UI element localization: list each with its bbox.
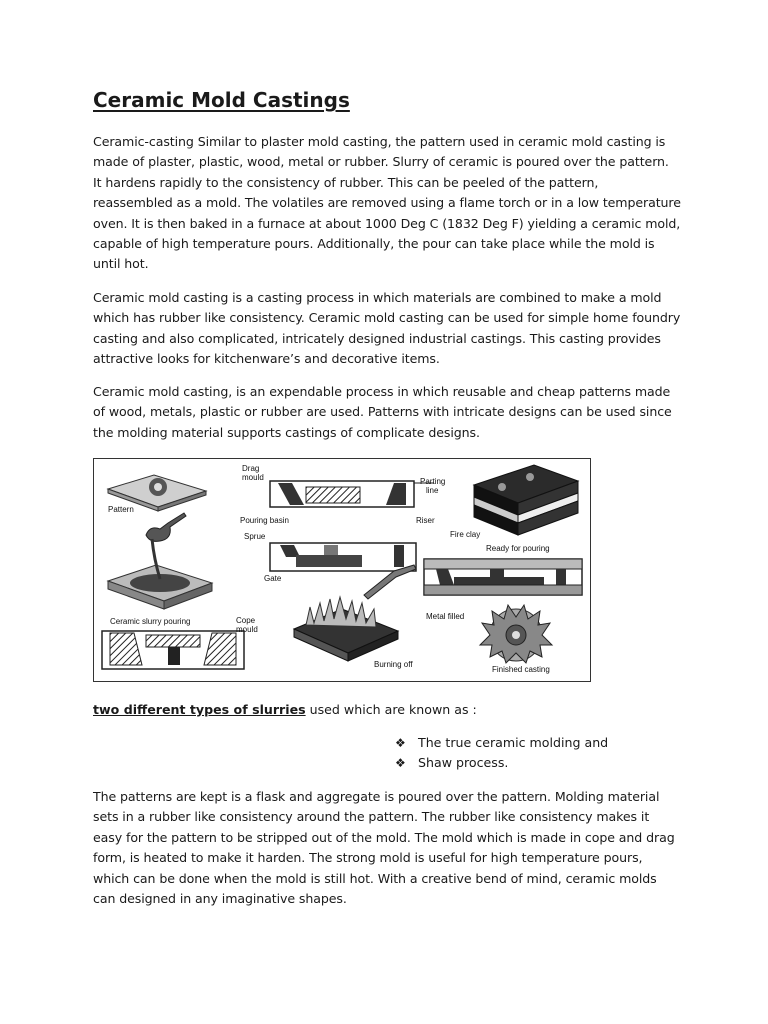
list-item xyxy=(395,733,608,753)
paragraph-expendable: Ceramic mold casting, is an expendable process in which reusable and cheap patterns made of wood, metals, plastic or rubber are used. Patterns with intricate designs can be used since the molding material supports castings of complicate designs. xyxy=(93,384,672,440)
paragraph-closing: The patterns are kept is a flask and aggregate is poured over the pattern. Molding material sets in a rubber like consistency around the pattern. The rubber like consistency makes it easy for the pattern to be stripped out of the mold. The mold which is made in cope and drag form, is heated to make it harden. The strong mold is useful for high temperature pours, which can be done when the mold is still hot. With a creative bend of mind, ceramic molds can designed in any imaginative shapes. xyxy=(93,789,675,907)
label-parting-line-2: line xyxy=(426,486,439,495)
slurry-intro xyxy=(93,702,477,717)
label-gate: Gate xyxy=(264,574,282,583)
finished-casting-illustration xyxy=(480,605,552,663)
process-figure xyxy=(93,458,591,682)
label-fire-clay: Fire clay xyxy=(450,530,481,539)
page-title: Ceramic Mold Castings xyxy=(93,88,350,112)
label-riser: Riser xyxy=(416,516,435,525)
label-pattern: Pattern xyxy=(108,505,134,514)
label-ceramic-slurry-pouring: Ceramic slurry pouring xyxy=(110,617,191,626)
paragraph-process: Ceramic mold casting is a casting process in which materials are combined to make a mold which has rubber like consistency. Ceramic mold casting can be used for simple home foundry casting and also complicated, intricately designed industrial castings. This casting provides attractive looks for kitchenware’s and decorative items. xyxy=(93,290,681,367)
label-sprue: Sprue xyxy=(244,532,266,541)
label-drag-mould-2: mould xyxy=(242,473,264,482)
diamond-bullet-icon: ❖ xyxy=(395,736,406,750)
slurry-list xyxy=(395,733,608,774)
slurry-keyword: two different types of slurries xyxy=(93,702,306,717)
label-pouring-basin: Pouring basin xyxy=(240,516,289,525)
label-cope-mould-2: mould xyxy=(236,625,258,634)
label-cope-mould-1: Cope xyxy=(236,616,256,625)
paragraph-intro: Ceramic-casting Similar to plaster mold casting, the pattern used in ceramic mold casting is made of plaster, plastic, wood, metal or rubber. Slurry of ceramic is poured over the pattern. It hardens rapidly to the consistency of rubber. This can be peeled of the pattern, reassembled as a mold. The volatiles are removed using a flame torch or in a low temperature oven. It is then baked in a furnace at about 1000 Deg C (1832 Deg F) yielding a ceramic mold, capable of high temperature pours. Additionally, the pour can take place while the mold is until hot. xyxy=(93,134,681,272)
assembled-mould-illustration xyxy=(270,543,416,571)
label-metal-filled: Metal filled xyxy=(426,612,465,621)
drag-mould-illustration xyxy=(270,481,434,507)
slurry-pouring-illustration xyxy=(108,513,212,609)
diamond-bullet-icon: ❖ xyxy=(395,756,406,771)
metal-filled-mould-illustration xyxy=(424,559,582,595)
list-item-text: Shaw process. xyxy=(418,755,509,771)
list-item-text: The true ceramic molding and xyxy=(418,735,609,750)
label-parting-line-1: Parting xyxy=(420,477,446,486)
cope-mould-illustration xyxy=(102,631,244,669)
label-drag-mould-1: Drag xyxy=(242,464,260,473)
list-item xyxy=(395,753,608,773)
label-burning-off: Burning off xyxy=(374,660,413,669)
burning-off-illustration xyxy=(294,565,416,661)
slurry-intro-rest: used which are known as : xyxy=(305,702,477,717)
process-diagram xyxy=(94,459,590,681)
fire-clay-block-illustration xyxy=(474,465,578,535)
label-ready-for-pouring: Ready for pouring xyxy=(486,544,550,553)
label-finished-casting: Finished casting xyxy=(492,665,550,674)
